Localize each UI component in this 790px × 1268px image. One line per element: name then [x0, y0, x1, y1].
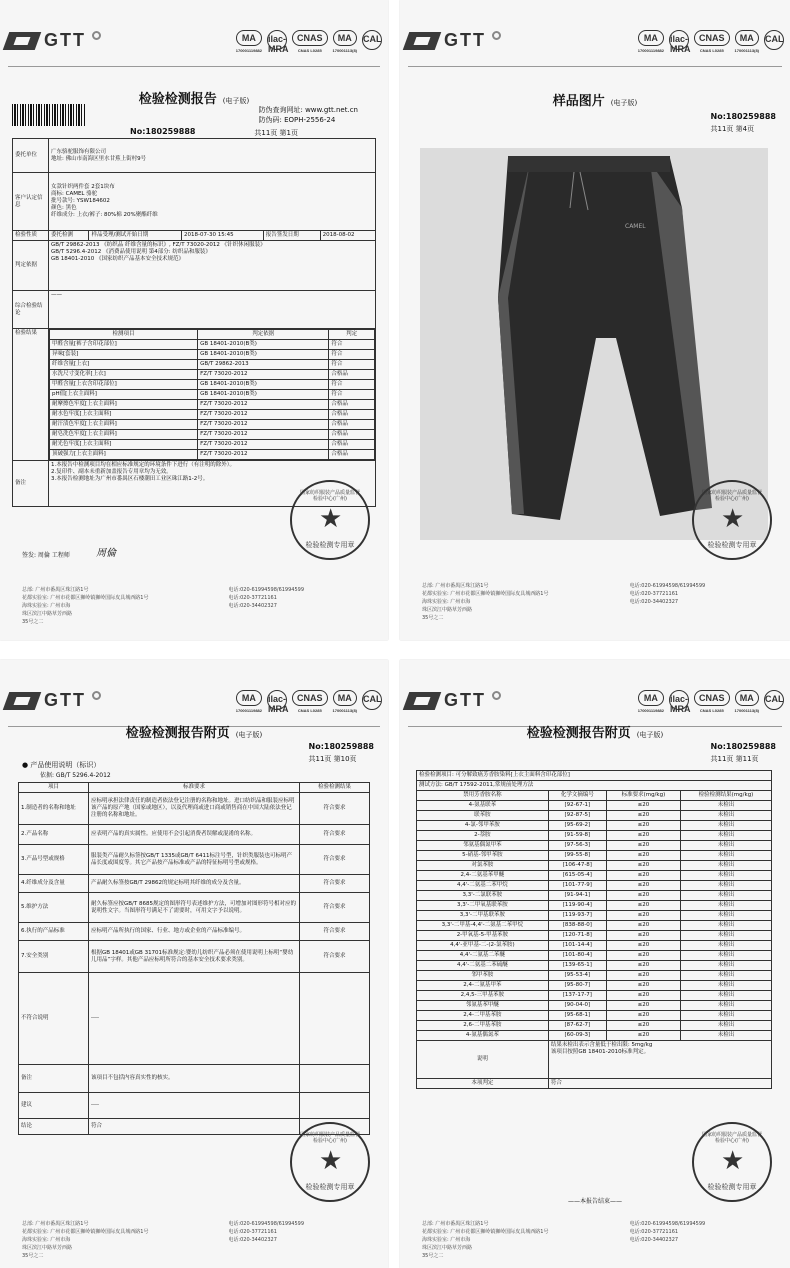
table-row: 水洗尺寸变化率[上衣] FZ/T 73020-2012 合格品 — [50, 370, 375, 380]
table-row: 耐摩擦色牢度[上衣主面料] FZ/T 73020-2012 合格品 — [50, 400, 375, 410]
report-page-3 — [0, 660, 388, 1268]
gtt-logo: GTT — [6, 30, 101, 51]
cert-mark-1: ilac-MRA — [267, 690, 287, 712]
cert-mark-1: ilac-MRA — [669, 30, 689, 52]
table-row: 2,4,5-三甲基苯胺 [137-17-7] ≤20 未检出 — [417, 991, 772, 1001]
report-header — [0, 660, 388, 722]
results-table: 检测项目 判定依据 判定 甲醛含量[裤子含印花部位] GB 18401-2010(B类) 符合 异味[套装] GB 18401-2010(B类) 符合 纤维含量[上衣] GB/T 29862-2013 符合 水洗尺寸变化率[上衣] FZ/T 73020-2012 合格品 甲醛含量[上衣含印花部位] GB 18401-2010(B类) 符合 pH值[上衣主面料] GB 18401-2010(B类) 符合 耐摩擦色牢度[上衣主面料] FZ/T 73020-2012 合格品 耐水色牢度[上衣主面料] FZ/T 73020-2012 合格品 耐汗渍色牢度[上衣主面料] FZ/T 73020-2012 合格品 耐皂洗色牢度[上衣主面料] FZ/T 73020-2012 合格品 耐光色牢度[上衣主面料] FZ/T 73020-2012 合格品 顶破强力[上衣主面料] FZ/T 73020-2012 合格品 — [49, 329, 375, 460]
signer-line: 签发: 周倫 工程师 — [22, 552, 70, 559]
labeling-table: 项目 标准要求 检验检测结果 1.制造者的名称和地址 应标明承担法律责任的制造者依法登记注册的名称和地址。进口纺织品和服装应标明该产品的原产地（国家或地区），以及代理商或进口商或销售商在中国大陆依法登记注册的名称和地址。 符合要求 2.产品名称 应表明产品的真实属性。应使用不会引起消费者误解或混淆的名称。 符合要求 3.产品号型或规格 服装类产品耐久标签按GB/T 1335或GB/T 6411标注号型，针织类服装也可标明产品长度或围度等。其它产品按产品标准或产品的特征标明号型或规格。 符合要求 4.纤维成分及含量 产品耐久标签按GB/T 29862的规定标明其纤维的成分及含量。 符合要求 5.维护方法 耐久标签应按GB/T 8685规定的图形符号表述维护方法，可增加对图形符号相对应的说明性文字。当图形符号满足不了需要时，可用文字予以说明。 符合要求 6.执行的产品标准 应标明产品所执行的国家、行业、地方或企业的产品标准编号。 符合要求 7.安全类别 根据GB 18401或GB 31701标准规定:婴幼儿纺织产品必须在使用说明上标明“婴幼儿用品”字样。其他产品应标明所符合的基本安全技术要求类别。 符合要求 不符合说明 ---- 备注 该项目不包括内容真实性的核实。 建议 ---- 结论 符合 — [18, 782, 370, 1135]
gtt-mark-icon — [3, 32, 42, 50]
report-title: 样品图片 (电子版) — [552, 94, 638, 109]
table-row: 3,3'-二甲基联苯胺 [119-93-7] ≤20 未检出 — [417, 911, 772, 921]
table-row: 建议 ---- — [19, 1093, 370, 1119]
table-row: pH值[上衣主面料] GB 18401-2010(B类) 符合 — [50, 390, 375, 400]
logo-dot-icon — [92, 691, 101, 700]
cert-mark-1: ilac-MRA — [267, 30, 287, 52]
table-row: 4-氯-邻甲苯胺 [95-69-2] ≤20 未检出 — [417, 821, 772, 831]
table-row: 纤维含量[上衣] GB/T 29862-2013 符合 — [50, 360, 375, 370]
table-row: 4,4'-二氨基二苯醚 [101-80-4] ≤20 未检出 — [417, 951, 772, 961]
table-row: 2,6-二甲基苯胺 [87-62-7] ≤20 未检出 — [417, 1021, 772, 1031]
amine-table: 检验检测项目: 可分解致癌芳香胺染料[上衣主面料含印花部位] 测试方法: GB/T 17592-2011,常规前处理方法 禁用芳香胺名称 化学文摘编号 标准要求(mg/kg) 检验检测结果(mg/kg) 4-氨基联苯 [92-67-1] ≤20 未检出 联苯胺 [92-87-5] ≤20 未检出 4-氯-邻甲苯胺 [95-69-2] ≤20 未检出 2-萘胺 [91-59-8] ≤20 未检出 邻氨基偶氮甲苯 [97-56-3] ≤20 未检出 5-硝基-邻甲苯胺 [99-55-8] ≤20 未检出 对氯苯胺 [106-47-8] ≤20 未检出 2,4-二氨基苯甲醚 [615-05-4] ≤20 未检出 4,4'-二氨基二苯甲烷 [101-77-9] ≤20 未检出 3,3'-二氯联苯胺 [91-94-1] ≤20 未检出 3,3'-二甲氧基联苯胺 [119-90-4] ≤20 未检出 3,3'-二甲基联苯胺 [119-93-7] ≤20 未检出 3,3'-二甲基-4,4'-二氨基二苯甲烷 [838-88-0] ≤20 未检出 2-甲氧基-5-甲基苯胺 [120-71-8] ≤20 未检出 4,4'-亚甲基-二-(2-氯苯胺) [101-14-4] ≤20 未检出 4,4'-二氨基二苯醚 [101-80-4] ≤20 未检出 4,4'-二氨基二苯硫醚 [139-65-1] ≤20 未检出 邻甲苯胺 [95-53-4] ≤20 未检出 2,4-二氨基甲苯 [95-80-7] ≤20 未检出 2,4,5-三甲基苯胺 [137-17-7] ≤20 未检出 邻氨基苯甲醚 [90-04-0] ≤20 未检出 2,4-二甲基苯胺 [95-68-1] ≤20 未检出 2,6-二甲基苯胺 [87-62-7] ≤20 未检出 4-氨基偶氮苯 [60-09-3] ≤20 未检出 说明 结果未检出表示含量低于检出限: 5mg/kg 该项目按照GB 18401-2010标准判定。 本项判定 符合 — [416, 770, 772, 1089]
cert-mark-0: MA 170001119882 — [236, 30, 262, 53]
table-row: 5.维护方法 耐久标签应按GB/T 8685规定的图形符号表述维护方法，可增加对图形符号相对应的说明性文字。当图形符号满足不了需要时，可用文字予以说明。 符合要求 — [19, 893, 370, 923]
table-row: 邻氨基苯甲醚 [90-04-0] ≤20 未检出 — [417, 1001, 772, 1011]
inspection-stamp: 国家纺织服装产品质量监督检验中心(广州) ★ 检验检测专用章 — [290, 1122, 370, 1202]
cert-mark-2: CNAS CNAS L0285 — [292, 690, 328, 713]
report-footer: 总部: 广州市番禺区珠江路1号 花都实验室: 广州市花都区狮岭镇狮岭国际皮具城西路1号 海珠实验室: 广州市海珠区滨江中路草芳西路35号之二 电话:020-61994598/61994599 电话:020-37721161 电话:020-34402327 — [22, 587, 305, 625]
report-page-1: GTT MA 170001119882 ilac-MRA CNAS CNAS L0285 MA 170001113(8) CAL 检验检测报告 (电子版) 防伪查询网址: www.gtt.net.cn 防伪码: EOPH-2556-24 No:180259888 共11页 第1页 委托单位 广东骆驼服饰有限公司 地址: 佛山市南海区里水甘蕉上街村9号 客户认定信息 女款针织两件套 2套1块布 商标: CAMEL 骆驼 批号款号: YSW184602 颜色: 黑色 纤维成分: 上衣/裤子: 80%棉 20%聚酯纤维 检验性质 委托检测 样品受理/测试开始日期 2018-07-30 15:45 报告签发日期 2018-08-02 判定依据 GB/T 29862-2013 《纺织品 纤维含量的标识》, FZ/T 73020-2012 《针织休闲服装》 GB/T 5296.4-2012 《消费品使用说明 第4部分: 纺织品和服装》 GB 18401-2010 《国家纺织产品基本安全技术规范》 综合检验结论 —— 检验结果 检测项目 判定依据 判定 甲醛含量[裤子含印花部位] GB 18401-2010(B类) 符合 异味[套装] GB 18401-2010(B类) 符合 纤维含量[上衣] GB/T 29862-2013 符合 水洗尺寸变化率[上衣] FZ/T 73020-2012 合格品 甲醛含量[上衣含印花部位] GB 18401-2010(B类) 符合 pH值[上衣主面料] GB 18401-2010(B类) 符合 耐摩擦色牢度[上衣主面料] FZ/T 73020-2012 合格品 耐水色牢度[上衣主面料] FZ/T 73020-2012 合格品 耐汗渍色牢度[上衣主面料] FZ/T 73020-2012 合格品 耐皂洗色牢度[上衣主面料] FZ/T 73020-2012 合格品 耐光色牢度[上衣主面料] FZ/T 73020-2012 合格品 顶破强力[上衣主面料] FZ/T 73020-2012 合格品 备注 1.本报告中检测项目均在相应标准规定的环境条件下进行（有注明的除外）。 2.复印件、副本未重新加盖报告专用章均为无效。 3.本报告检测地址为广州市番禺区石楼潮田工业区珠江路1-2号。 签发: 周倫 工程师 周倫 国家纺织服装产品质量监督检验中心(广州) ★ 检验检测专用章 总部: 广州市番禺区珠江路1号 花都实验室: 广州市花都区狮岭镇狮岭国际皮具城西路1号 海珠实验室: 广州市海珠区滨江中路草芳西路35号之二 电话:020-61994598/61994599 电话:020-37721161 电话:020-34402327 — [0, 0, 388, 640]
table-row: 3,3'-二甲氧基联苯胺 [119-90-4] ≤20 未检出 — [417, 901, 772, 911]
table-row: 邻氨基偶氮甲苯 [97-56-3] ≤20 未检出 — [417, 841, 772, 851]
report-page-4 — [400, 660, 790, 1268]
gtt-logo: GTT — [6, 690, 101, 711]
cert-mark-2: CNAS CNAS L0285 — [292, 30, 328, 53]
gtt-mark-icon — [3, 692, 42, 710]
logo-dot-icon — [492, 691, 501, 700]
table-row: 耐皂洗色牢度[上衣主面料] FZ/T 73020-2012 合格品 — [50, 430, 375, 440]
report-footer: 总部: 广州市番禺区珠江路1号 花都实验室: 广州市花都区狮岭镇狮岭国际皮具城西路1号 海珠实验室: 广州市海珠区滨江中路草芳西路35号之二 电话:020-61994598/61994599 电话:020-37721161 电话:020-34402327 — [422, 583, 706, 621]
cert-mark-3: MA 170001113(8) — [735, 690, 759, 713]
table-row: 2,4-二甲基苯胺 [95-68-1] ≤20 未检出 — [417, 1011, 772, 1021]
cert-marks — [236, 690, 382, 713]
table-row: 2.产品名称 应表明产品的真实属性。应使用不会引起消费者误解或混淆的名称。 符合要求 — [19, 825, 370, 845]
table-row: 对氯苯胺 [106-47-8] ≤20 未检出 — [417, 861, 772, 871]
cert-mark-2: CNAS CNAS L0285 — [694, 30, 730, 53]
cert-marks — [638, 690, 784, 713]
cert-mark-4: CAL — [764, 690, 784, 712]
table-row: 结论 符合 — [19, 1119, 370, 1135]
table-row: 耐汗渍色牢度[上衣主面料] FZ/T 73020-2012 合格品 — [50, 420, 375, 430]
inspection-stamp: 国家纺织服装产品质量监督检验中心(广州) ★ 检验检测专用章 — [290, 480, 370, 560]
report-header — [0, 0, 388, 62]
barcode — [12, 104, 86, 126]
table-row: 6.执行的产品标准 应标明产品所执行的国家、行业、地方或企业的产品标准编号。 符合要求 — [19, 923, 370, 941]
table-row: 4,4'-亚甲基-二-(2-氯苯胺) [101-14-4] ≤20 未检出 — [417, 941, 772, 951]
table-row: 联苯胺 [92-87-5] ≤20 未检出 — [417, 811, 772, 821]
signature: 周倫 — [96, 548, 116, 559]
report-title: 检验检测报告 (电子版) — [138, 92, 250, 107]
table-row: 4-氨基偶氮苯 [60-09-3] ≤20 未检出 — [417, 1031, 772, 1041]
table-row: 甲醛含量[上衣含印花部位] GB 18401-2010(B类) 符合 — [50, 380, 375, 390]
table-row: 4-氨基联苯 [92-67-1] ≤20 未检出 — [417, 801, 772, 811]
table-row: 邻甲苯胺 [95-53-4] ≤20 未检出 — [417, 971, 772, 981]
section-heading: ● 产品使用说明（标识） — [22, 761, 101, 769]
cert-mark-0: MA 170001119882 — [236, 690, 262, 713]
report-header — [400, 0, 790, 62]
report-meta: No:180259888 共11页 第4页 — [710, 112, 776, 133]
cert-mark-4: CAL — [362, 30, 382, 52]
report-header — [400, 660, 790, 722]
table-row: 耐水色牢度[上衣主面料] FZ/T 73020-2012 合格品 — [50, 410, 375, 420]
table-row: 甲醛含量[裤子含印花部位] GB 18401-2010(B类) 符合 — [50, 340, 375, 350]
report-main-table: 委托单位 广东骆驼服饰有限公司 地址: 佛山市南海区里水甘蕉上街村9号 客户认定信息 女款针织两件套 2套1块布 商标: CAMEL 骆驼 批号款号: YSW184602 颜色: 黑色 纤维成分: 上衣/裤子: 80%棉 20%聚酯纤维 检验性质 委托检测 样品受理/测试开始日期 2018-07-30 15:45 报告签发日期 2018-08-02 判定依据 GB/T 29862-2013 《纺织品 纤维含量的标识》, FZ/T 73020-2012 《针织休闲服装》 GB/T 5296.4-2012 《消费品使用说明 第4部分: 纺织品和服装》 GB 18401-2010 《国家纺织产品基本安全技术规范》 综合检验结论 —— 检验结果 检测项目 判定依据 判定 甲醛含量[裤子含印花部位] GB 18401-2010(B类) 符合 异味[套装] GB 18401-2010(B类) 符合 纤维含量[上衣] GB/T 29862-2013 符合 水洗尺寸变化率[上衣] FZ/T 73020-2012 合格品 甲醛含量[上衣含印花部位] GB 18401-2010(B类) 符合 pH值[上衣主面料] GB 18401-2010(B类) 符合 耐摩擦色牢度[上衣主面料] FZ/T 73020-2012 合格品 耐水色牢度[上衣主面料] FZ/T 73020-2012 合格品 耐汗渍色牢度[上衣主面料] FZ/T 73020-2012 合格品 耐皂洗色牢度[上衣主面料] FZ/T 73020-2012 合格品 耐光色牢度[上衣主面料] FZ/T 73020-2012 合格品 顶破强力[上衣主面料] FZ/T 73020-2012 合格品 备注 1.本报告中检测项目均在相应标准规定的环境条件下进行（有注明的除外）。 2.复印件、副本未重新加盖报告专用章均为无效。 3.本报告检测地址为广州市番禺区石楼潮田工业区珠江路1-2号。 — [12, 138, 376, 507]
report-title: 检验检测报告附页 (电子版) — [125, 726, 263, 741]
basis-line: 依据: GB/T 5296.4-2012 — [40, 772, 111, 779]
table-row: 备注 该项目不包括内容真实性的核实。 — [19, 1065, 370, 1093]
table-row: 顶破强力[上衣主面料] FZ/T 73020-2012 合格品 — [50, 450, 375, 460]
gtt-mark-icon — [403, 692, 442, 710]
report-title: 检验检测报告附页 (电子版) — [526, 726, 664, 741]
inspection-stamp: 国家纺织服装产品质量监督检验中心(广州) ★ 检验检测专用章 — [692, 1122, 772, 1202]
garment-logo-text: CAMEL — [625, 223, 646, 230]
cert-marks — [236, 30, 382, 53]
sample-photo — [420, 148, 768, 540]
report-meta: 防伪查询网址: www.gtt.net.cn 防伪码: EOPH-2556-24 — [258, 106, 358, 124]
table-row: 异味[套装] GB 18401-2010(B类) 符合 — [50, 350, 375, 360]
table-row: 5-硝基-邻甲苯胺 [99-55-8] ≤20 未检出 — [417, 851, 772, 861]
table-row: 2-萘胺 [91-59-8] ≤20 未检出 — [417, 831, 772, 841]
table-row: 7.安全类别 根据GB 18401或GB 31701标准规定:婴幼儿纺织产品必须在使用说明上标明“婴幼儿用品”字样。其他产品应标明所符合的基本安全技术要求类别。 符合要求 — [19, 941, 370, 973]
cert-mark-4: CAL — [764, 30, 784, 52]
table-row: 1.制造者的名称和地址 应标明承担法律责任的制造者依法登记注册的名称和地址。进口纺织品和服装应标明该产品的原产地（国家或地区），以及代理商或进口商或销售商在中国大陆依法登记注册的名称和地址。 符合要求 — [19, 793, 370, 825]
cert-mark-3: MA 170001113(8) — [333, 30, 357, 53]
table-row: 3,3'-二氯联苯胺 [91-94-1] ≤20 未检出 — [417, 891, 772, 901]
pants-image — [420, 148, 768, 540]
report-meta: No:180259888 共11页 第10页 — [308, 742, 374, 763]
table-row: 4,4'-二氨基二苯甲烷 [101-77-9] ≤20 未检出 — [417, 881, 772, 891]
gtt-logo: GTT — [406, 30, 501, 51]
cert-mark-1: ilac-MRA — [669, 690, 689, 712]
cert-mark-3: MA 170001113(8) — [735, 30, 759, 53]
logo-dot-icon — [492, 31, 501, 40]
cert-mark-0: MA 170001119882 — [638, 30, 664, 53]
report-page-2 — [400, 0, 790, 640]
table-row: 4,4'-二氨基二苯硫醚 [139-65-1] ≤20 未检出 — [417, 961, 772, 971]
table-row: 4.纤维成分及含量 产品耐久标签按GB/T 29862的规定标明其纤维的成分及含量。 符合要求 — [19, 875, 370, 893]
report-footer: 总部: 广州市番禺区珠江路1号 花都实验室: 广州市花都区狮岭镇狮岭国际皮具城西路1号 海珠实验室: 广州市海珠区滨江中路草芳西路35号之二 电话:020-61994598/61994599 电话:020-37721161 电话:020-34402327 — [422, 1221, 706, 1259]
logo-dot-icon — [92, 31, 101, 40]
table-row: 耐光色牢度[上衣主面料] FZ/T 73020-2012 合格品 — [50, 440, 375, 450]
table-row: 2,4-二氨基苯甲醚 [615-05-4] ≤20 未检出 — [417, 871, 772, 881]
gtt-mark-icon — [403, 32, 442, 50]
cert-mark-3: MA 170001113(8) — [333, 690, 357, 713]
table-row: 不符合说明 ---- — [19, 973, 370, 1065]
table-row: 3,3'-二甲基-4,4'-二氨基二苯甲烷 [838-88-0] ≤20 未检出 — [417, 921, 772, 931]
table-row: 3.产品号型或规格 服装类产品耐久标签按GB/T 1335或GB/T 6411标注号型，针织类服装也可标明产品长度或围度等。其它产品按产品标准或产品的特征标明号型或规格。 符合要求 — [19, 845, 370, 875]
cert-mark-2: CNAS CNAS L0285 — [694, 690, 730, 713]
table-row: 2-甲氧基-5-甲基苯胺 [120-71-8] ≤20 未检出 — [417, 931, 772, 941]
report-end: ——本报告结束—— — [567, 1198, 622, 1205]
report-footer: 总部: 广州市番禺区珠江路1号 花都实验室: 广州市花都区狮岭镇狮岭国际皮具城西路1号 海珠实验室: 广州市海珠区滨江中路草芳西路35号之二 电话:020-61994598/61994599 电话:020-37721161 电话:020-34402327 — [22, 1221, 305, 1259]
cert-mark-0: MA 170001119882 — [638, 690, 664, 713]
cert-mark-4: CAL — [362, 690, 382, 712]
table-row: 2,4-二氨基甲苯 [95-80-7] ≤20 未检出 — [417, 981, 772, 991]
report-meta: No:180259888 共11页 第11页 — [710, 742, 776, 763]
cert-marks — [638, 30, 784, 53]
inspection-stamp: 国家纺织服装产品质量监督检验中心(广州) ★ 检验检测专用章 — [692, 480, 772, 560]
gtt-logo: GTT — [406, 690, 501, 711]
